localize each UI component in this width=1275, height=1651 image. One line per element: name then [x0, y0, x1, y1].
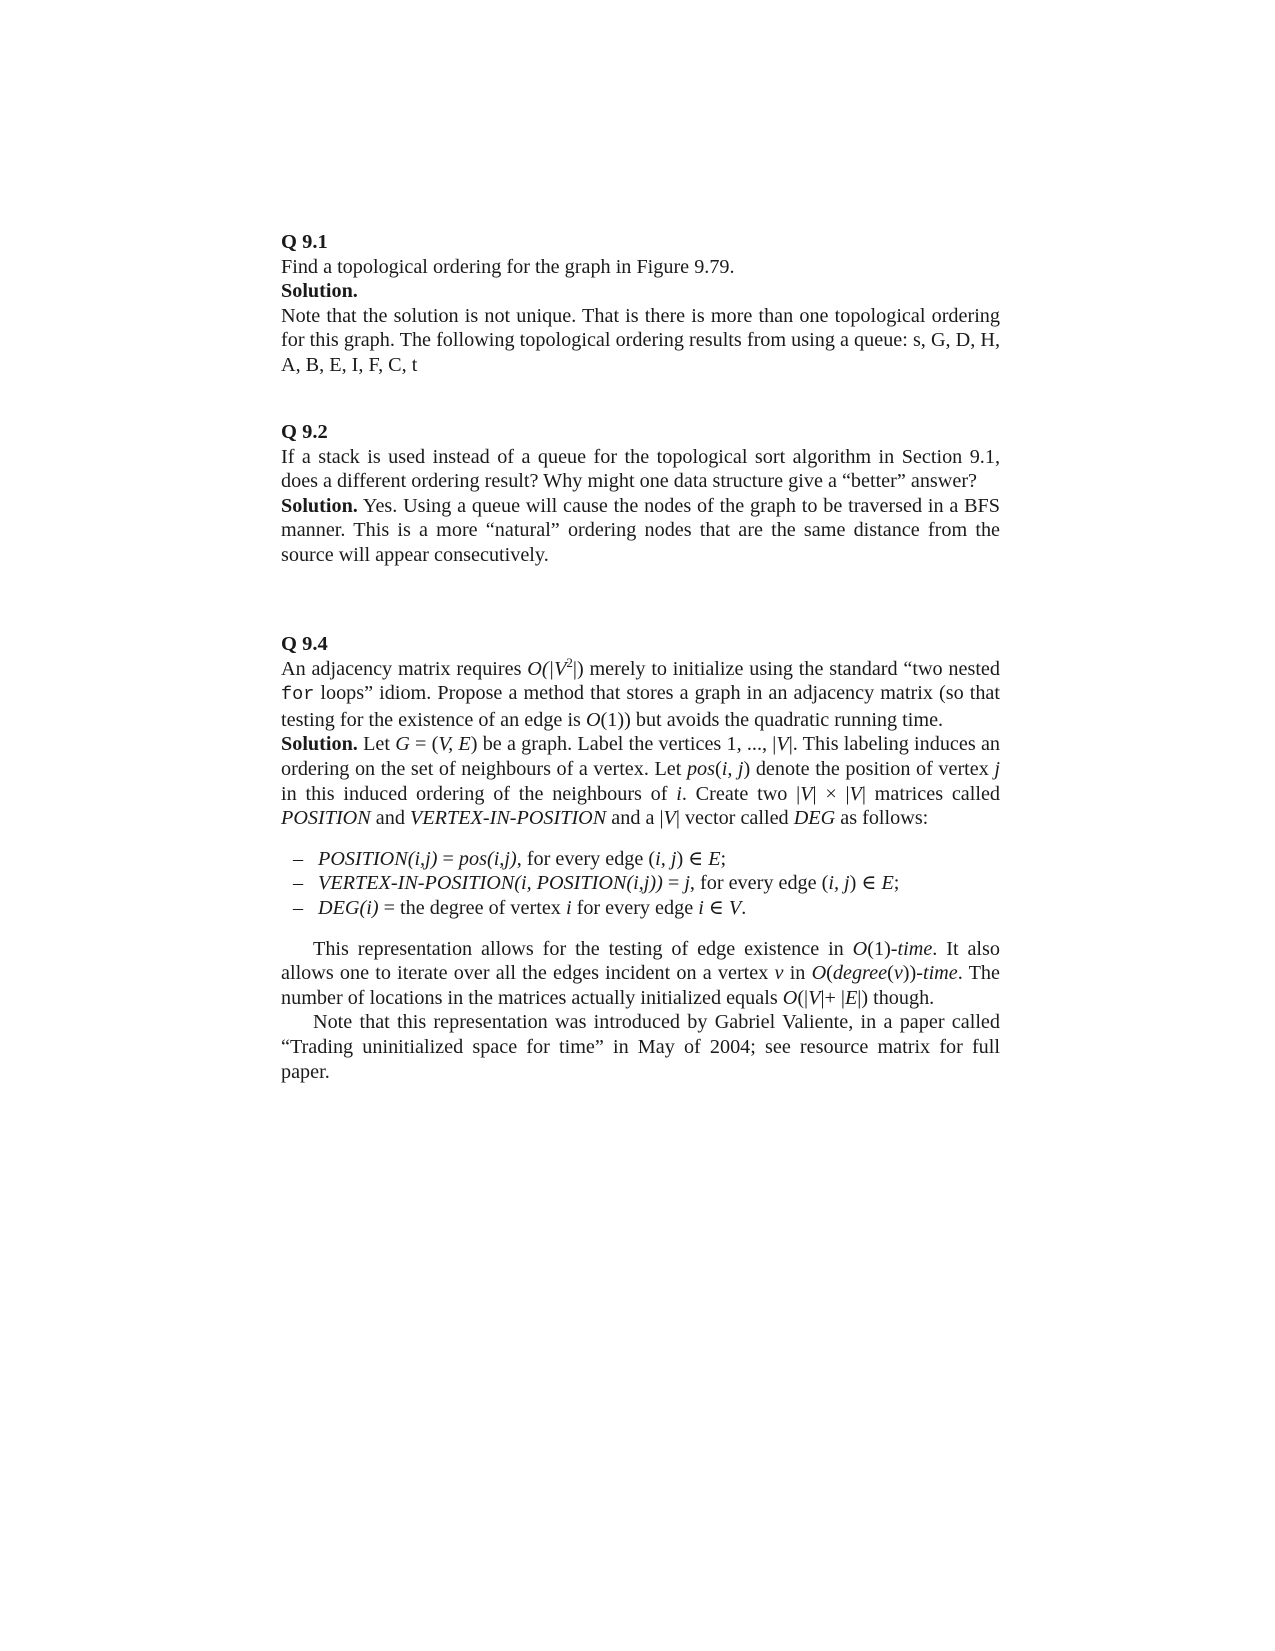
- list-item: – POSITION(i,j) = pos(i,j), for every edge (i, j) ∈ E;: [293, 847, 727, 870]
- code-for: for: [281, 684, 315, 706]
- question-title: Q 9.4: [281, 633, 328, 655]
- list-item: – DEG(i) = the degree of vertex i for every edge i ∈ V.: [293, 896, 747, 919]
- question-text: An adjacency matrix requires $O(|V^2|)$ merely to initialize using the standard “two nested for loops” idiom. Propose a method that stores a graph in an adjacency matrix (so that testing for the existence of an edge is O(1)) but avoids the quadratic running time.: [281, 654, 1000, 731]
- question-title: Q 9.1: [281, 231, 328, 253]
- solution-body: Yes. Using a queue will cause the nodes of the graph to be traversed in a BFS manner. This is a more “natural” ordering nodes that are the same distance from the source will appear consecutively.: [281, 494, 1000, 566]
- question-text: If a stack is used instead of a queue for the topological sort algorithm in Section 9.1, does a different ordering result? Why might one data structure give a “better” answer?: [281, 445, 1000, 493]
- question-9-2: [281, 420, 1000, 568]
- question-9-4: [281, 632, 1000, 1084]
- solution-text: Note that the solution is not unique. That is there is more than one topological ordering for this graph. The following topological ordering results from using a queue: s, G, D, H, A, B, E, I, F, C, t: [281, 304, 1000, 376]
- question-9-1: [281, 230, 1000, 378]
- dash-bullet: –: [293, 896, 304, 919]
- paragraph-citation: Note that this representation was introduced by Gabriel Valiente, in a paper called “Trading uninitialized space for time” in May of 2004; see resource matrix for full paper.: [281, 1011, 1000, 1083]
- paragraph-representation: This representation allows for the testing of edge existence in O(1)-time. It also allows one to iterate over all the edges incident on a vertex v in O(degree(v))-time. The number of locations in the matrices actually initialized equals O(|V|+ |E|) though.: [281, 937, 1000, 1009]
- solution-label: Solution.: [281, 494, 358, 517]
- question-title: Q 9.2: [281, 421, 328, 443]
- list-item: – VERTEX-IN-POSITION(i, POSITION(i,j)) = j, for every edge (i, j) ∈ E;: [293, 872, 900, 895]
- solution-label: Solution.: [281, 733, 358, 756]
- dash-bullet: –: [293, 872, 304, 895]
- dash-bullet: –: [293, 847, 304, 870]
- solution-label: Solution.: [281, 280, 358, 303]
- solution-text: Solution. Let G = (V, E) be a graph. Label the vertices 1, ..., |V|. This labeling induces an ordering on the set of neighbours of a vertex. Let pos(i, j) denote the position of vertex j in this induced ordering of the neighbours of i. Create two |V| × |V| matrices called POSITION and VERTEX-IN-POSITION and a |V| vector called DEG as follows:: [281, 733, 1001, 830]
- definition-list: [281, 847, 1000, 921]
- solution-text: [281, 494, 1000, 568]
- question-text: Find a topological ordering for the graph in Figure 9.79.: [281, 255, 735, 278]
